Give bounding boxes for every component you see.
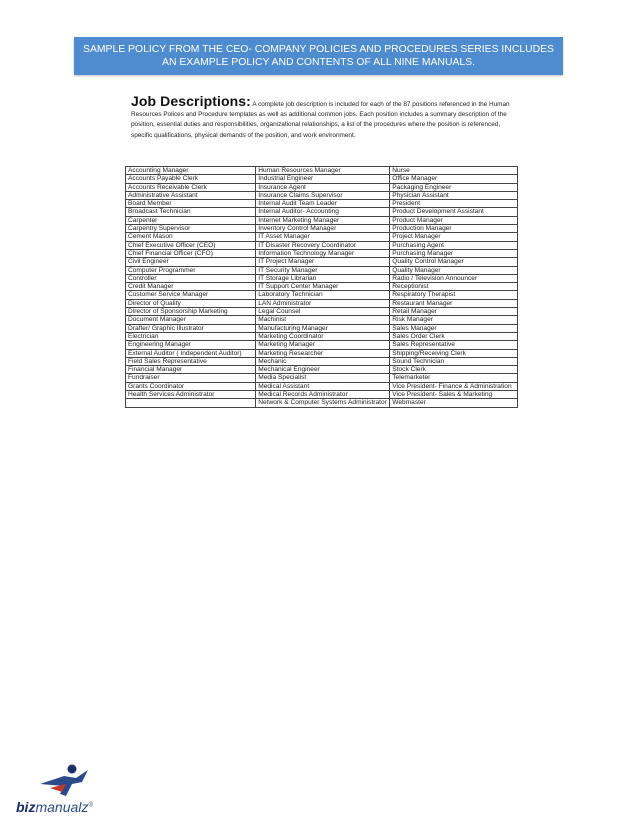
table-row — [126, 308, 518, 316]
job-title-cell: Director of Sponsorship Marketing — [126, 308, 256, 316]
intro-paragraph — [131, 93, 520, 141]
job-title-cell: Internal Audit Team Leader — [256, 200, 390, 208]
job-title-cell: Webmaster — [390, 399, 518, 407]
job-title-cell: Document Manager — [126, 316, 256, 324]
job-title-cell: Broadcast Technician — [126, 208, 256, 216]
header-banner — [74, 37, 563, 75]
job-title-cell: Accounts Receivable Clerk — [126, 183, 256, 191]
job-title-cell: Insurance Claims Supervisor — [256, 191, 390, 199]
banner-text: SAMPLE POLICY FROM THE CEO- COMPANY POLICIES AND PROCEDURES SERIES INCLUDES AN EXAMPLE POLICY AND CONTENTS OF ALL NINE MANUALS. — [83, 43, 554, 68]
job-title-cell: LAN Administrator — [256, 299, 390, 307]
job-title-cell: Network & Computer Systems Administrator — [256, 399, 390, 407]
job-title-cell: Cement Mason — [126, 233, 256, 241]
job-title-cell: Vice President- Sales & Marketing — [390, 391, 518, 399]
job-title-cell: Financial Manager — [126, 366, 256, 374]
job-title-cell: Stock Clerk — [390, 366, 518, 374]
table-row — [126, 249, 518, 257]
table-row — [126, 382, 518, 390]
job-title-cell: Engineering Manager — [126, 341, 256, 349]
section-title: Job Descriptions: — [131, 93, 251, 109]
table-row — [126, 324, 518, 332]
logo-wordmark: bizmanualz® — [16, 799, 93, 815]
job-title-cell: IT Disaster Recovery Coordinator — [256, 241, 390, 249]
job-title-cell: Civil Engineer — [126, 258, 256, 266]
table-row — [126, 366, 518, 374]
job-title-cell: Medical Records Administrator — [256, 391, 390, 399]
job-title-cell: Grants Coordinator — [126, 382, 256, 390]
job-title-cell: Purchasing Manager — [390, 249, 518, 257]
job-title-cell: Accounts Payable Clerk — [126, 175, 256, 183]
job-title-cell: Product Development Assistant — [390, 208, 518, 216]
job-title-cell: Director of Quality — [126, 299, 256, 307]
table-row — [126, 391, 518, 399]
job-title-cell: Sales Representative — [390, 341, 518, 349]
table-row — [126, 357, 518, 365]
job-title-cell — [126, 399, 256, 407]
bizmanualz-logo — [12, 762, 122, 820]
table-row — [126, 191, 518, 199]
job-title-cell: Radio / Television Announcer — [390, 274, 518, 282]
job-title-cell: Production Manager — [390, 225, 518, 233]
job-title-cell: Sales Order Clerk — [390, 332, 518, 340]
job-title-cell: President — [390, 200, 518, 208]
job-title-cell: Administrative Assistant — [126, 191, 256, 199]
job-title-cell: Industrial Engineer — [256, 175, 390, 183]
job-title-cell: Risk Manager — [390, 316, 518, 324]
job-title-cell: Insurance Agent — [256, 183, 390, 191]
job-title-cell: Marketing Manager — [256, 341, 390, 349]
table-row — [126, 266, 518, 274]
table-row — [126, 175, 518, 183]
job-title-cell: IT Asset Manager — [256, 233, 390, 241]
table-row — [126, 291, 518, 299]
job-title-cell: Computer Programmer — [126, 266, 256, 274]
job-title-cell: Quality Control Manager — [390, 258, 518, 266]
job-title-cell: Shipping/Receiving Clerk — [390, 349, 518, 357]
table-row — [126, 399, 518, 407]
job-title-cell: Inventory Control Manager — [256, 225, 390, 233]
job-title-cell: Mechanic — [256, 357, 390, 365]
job-title-cell: Internal Auditor- Accounting — [256, 208, 390, 216]
table-row — [126, 258, 518, 266]
job-title-cell: Health Services Administrator — [126, 391, 256, 399]
job-title-cell: Accounting Manager — [126, 167, 256, 175]
job-title-cell: Machinist — [256, 316, 390, 324]
job-title-cell: Restaurant Manager — [390, 299, 518, 307]
table-row — [126, 233, 518, 241]
job-title-cell: Drafter/ Graphic Illustrator — [126, 324, 256, 332]
job-title-cell: Carpenter — [126, 216, 256, 224]
table-row — [126, 167, 518, 175]
job-descriptions-image — [121, 93, 522, 462]
job-title-cell: Manufacturing Manager — [256, 324, 390, 332]
table-row — [126, 299, 518, 307]
table-row — [126, 208, 518, 216]
job-title-cell: Board Member — [126, 200, 256, 208]
job-title-cell: Credit Manager — [126, 283, 256, 291]
job-title-cell: IT Project Manager — [256, 258, 390, 266]
job-title-cell: Office Manager — [390, 175, 518, 183]
job-title-cell: Marketing Coordinator — [256, 332, 390, 340]
table-row — [126, 274, 518, 282]
job-title-cell: Controller — [126, 274, 256, 282]
job-title-cell: Telemarketer — [390, 374, 518, 382]
job-title-cell: Vice President- Finance & Administration — [390, 382, 518, 390]
job-titles-table — [125, 166, 518, 408]
job-title-cell: Fundraiser — [126, 374, 256, 382]
table-row — [126, 183, 518, 191]
table-row — [126, 225, 518, 233]
job-title-cell: Chief Financial Officer (CFO) — [126, 249, 256, 257]
job-title-cell: Sound Technician — [390, 357, 518, 365]
table-row — [126, 374, 518, 382]
job-title-cell: Legal Counsel — [256, 308, 390, 316]
job-title-cell: Human Resources Manager — [256, 167, 390, 175]
logo-figure-icon — [36, 762, 96, 802]
job-title-cell: Retail Manager — [390, 308, 518, 316]
job-title-cell: Sales Manager — [390, 324, 518, 332]
job-title-cell: Carpentry Supervisor — [126, 225, 256, 233]
job-title-cell: IT Security Manager — [256, 266, 390, 274]
job-title-cell: Mechanical Engineer — [256, 366, 390, 374]
table-row — [126, 216, 518, 224]
job-title-cell: Internet Marketing Manager — [256, 216, 390, 224]
job-title-cell: Receptionist — [390, 283, 518, 291]
job-title-cell: Project Manager — [390, 233, 518, 241]
job-title-cell: Field Sales Representative — [126, 357, 256, 365]
job-title-cell: Laboratory Technician — [256, 291, 390, 299]
intro-text: A complete job description is included for each of the 87 positions referenced in the Human Resources Polices and Procedure templates as well as additional common jobs. Each position includes a summary description of the position, essential duties and responsibilities, organizational relationships, a list of the procedures where the position is referenced, specific qualifications, physical demands of the position, and work environment. — [131, 101, 510, 139]
job-title-cell: Respiratory Therapist — [390, 291, 518, 299]
job-title-cell: Product Manager — [390, 216, 518, 224]
job-title-cell: Packaging Engineer — [390, 183, 518, 191]
job-title-cell: Marketing Researcher — [256, 349, 390, 357]
table-row — [126, 349, 518, 357]
table-row — [126, 241, 518, 249]
job-title-cell: Medical Assistant — [256, 382, 390, 390]
table-row — [126, 341, 518, 349]
job-title-cell: Physician Assistant — [390, 191, 518, 199]
table-row — [126, 283, 518, 291]
table-row — [126, 332, 518, 340]
job-title-cell: Electrician — [126, 332, 256, 340]
job-title-cell: External Auditor ( Independent Auditor) — [126, 349, 256, 357]
table-row — [126, 200, 518, 208]
job-title-cell: Nurse — [390, 167, 518, 175]
job-title-cell: Information Technology Manager — [256, 249, 390, 257]
job-title-cell: IT Storage Librarian — [256, 274, 390, 282]
job-title-cell: IT Support Center Manager — [256, 283, 390, 291]
job-title-cell: Chief Executive Officer (CEO) — [126, 241, 256, 249]
job-title-cell: Media Specialist — [256, 374, 390, 382]
job-title-cell: Purchasing Agent — [390, 241, 518, 249]
table-row — [126, 316, 518, 324]
job-title-cell: Quality Manager — [390, 266, 518, 274]
job-title-cell: Customer Service Manager — [126, 291, 256, 299]
